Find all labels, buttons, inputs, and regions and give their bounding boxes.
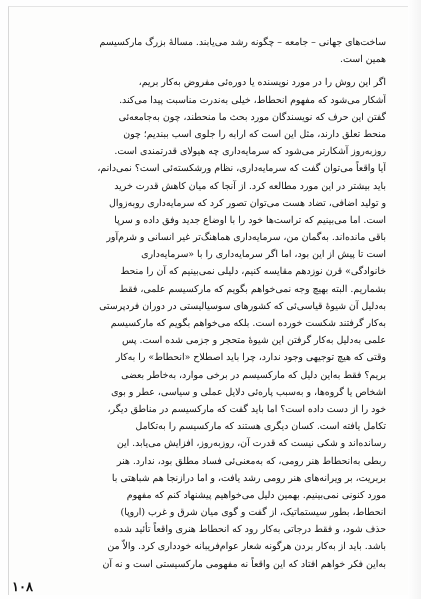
text-line: اشخاص یا گروه‌ها، و به‌سبب پاره‌ئی دلایل عملی و سیاسی، عطر و بوی	[111, 386, 386, 398]
text-line: مورد کنونی نمی‌بینیم. بهمین دلیل می‌خواهیم پیشنهاد کنم که مفهوم	[126, 489, 386, 501]
text-line: باید بیشتر در این مورد مطالعه کرد. از آنجا که میان کاهش قدرت خرید	[114, 180, 386, 192]
text-line: باشد. باید از به‌کار بردن هرگونه شعار عوام‌فریبانه خودداری کرد. والاّ من	[107, 541, 386, 553]
text-line: به‌کار گرفتند شکست خورده است. بلکه می‌خواهم بگویم که مارکسیسم	[110, 318, 386, 329]
text-line: به‌دلیل آن شیوهٔ قیاسی‌ئی که کشورهای سوسیالیستی در دوران فردپرستی	[99, 300, 386, 312]
text-line: اگر این روش را در مورد نویسنده یا دوره‌ئی مفروض به‌کار بریم،	[138, 77, 386, 89]
text-line: بربریت، بر ویرانه‌های هنر رومی رشد یافت، و اما درازنجا هم شباهتی با	[111, 472, 386, 484]
text-line: باقی مانده‌اند. به‌گمان من، سرمایه‌داری هماهنگ‌تر غیر انسانی و شرم‌آور	[106, 232, 386, 244]
text-line: همین است.	[340, 54, 386, 66]
text-line: منحط تعلق دارند، مثل این است که ارابه را جلوی اسب ببندیم؛ چون	[123, 128, 386, 140]
text-line: بریم؟ فقط به‌این دلیل که مارکسیسم در برخی موارد، به‌خاطر بعضی	[121, 369, 386, 381]
page-number: ۱۰۸	[12, 580, 33, 595]
text-line: ساخت‌های جهانی – جامعه – چگونه رشد می‌یابند. مسالهٔ بزرگ مارکسیسم	[99, 37, 386, 48]
text-line: حذف شود، و فقط درجاتی به‌کار رود که انحطاط هنری واقعاً تأئید شده	[114, 524, 386, 536]
text-line: انحطاط، بطور سیستماتیک، از گفت و گوی میان شرق و غرب (اروپا)	[120, 507, 386, 519]
text-line: گفتن این حرف که نویسندگان مورد بحث ما منحطند، چون به‌جامعه‌ئی	[118, 111, 386, 123]
text-line: رسانده‌اند و شکی نیست که قدرت آن، روزبه‌روز، افزایش می‌یابد. این	[116, 438, 386, 450]
page-edge-shadow	[407, 0, 421, 599]
text-line: روزبه‌روز آشکارتر می‌شود که سرمایه‌داری چه هیولای قدرتمندی است.	[114, 146, 386, 158]
text-line: خانوادگی» قرن نوزدهم مقایسه کنیم، دلیلی نمی‌بینیم که آن را منحط	[120, 266, 386, 278]
text-line: است. اما می‌بینیم که تراست‌ها خود را با اوضاع جدید وفق داده و سرپا	[114, 214, 386, 226]
text-line: آشکار می‌شود که مفهوم انحطاط، خیلی به‌ندرت مناسبت پیدا می‌کند.	[119, 94, 386, 106]
text-line: علمی به‌دلیل به‌کار گرفتن این شیوهٔ متحجر و جزمی شده است. پس	[121, 335, 386, 347]
text-line: بشماریم. البته بهیچ وجه نمی‌خواهم بگویم که مارکسیسم علمی، فقط	[119, 283, 386, 295]
text-line: خود را از دست داده است؟ اما باید گفت که مارکسیسم در مناطق دیگر،	[107, 403, 386, 415]
body-text	[28, 34, 386, 573]
text-line: آیا واقعاً می‌توان گفت که سرمایه‌داری، نظام ورشکسته‌ئی است؟ نمی‌دانم،	[97, 163, 386, 175]
text-line: ربطی به‌انحطاط هنر رومی، که به‌معنی‌ئی فساد مطلق بود، ندارد. هنر	[116, 455, 386, 467]
text-line: است تا پیش از این بود، اما اگر سرمایه‌داری را با «سرمایه‌داری	[141, 249, 386, 261]
text-line: وقتی که هیچ توجیهی وجود ندارد، چرا باید اصطلاح «انحطاط» را به‌کار	[115, 352, 386, 364]
text-line: تکامل یافته است. کسان دیگری هستند که مارکسیسم را به‌تکامل	[135, 421, 386, 433]
text-line: و تولید اضافی، تضاد هست می‌توان تصور کرد که سرمایه‌داری رو‌به‌زوال	[109, 197, 386, 209]
text-line: به‌این فکر خواهم افتاد که این واقعاً نه مفهومی مارکسیستی است و نه آن	[102, 558, 386, 570]
